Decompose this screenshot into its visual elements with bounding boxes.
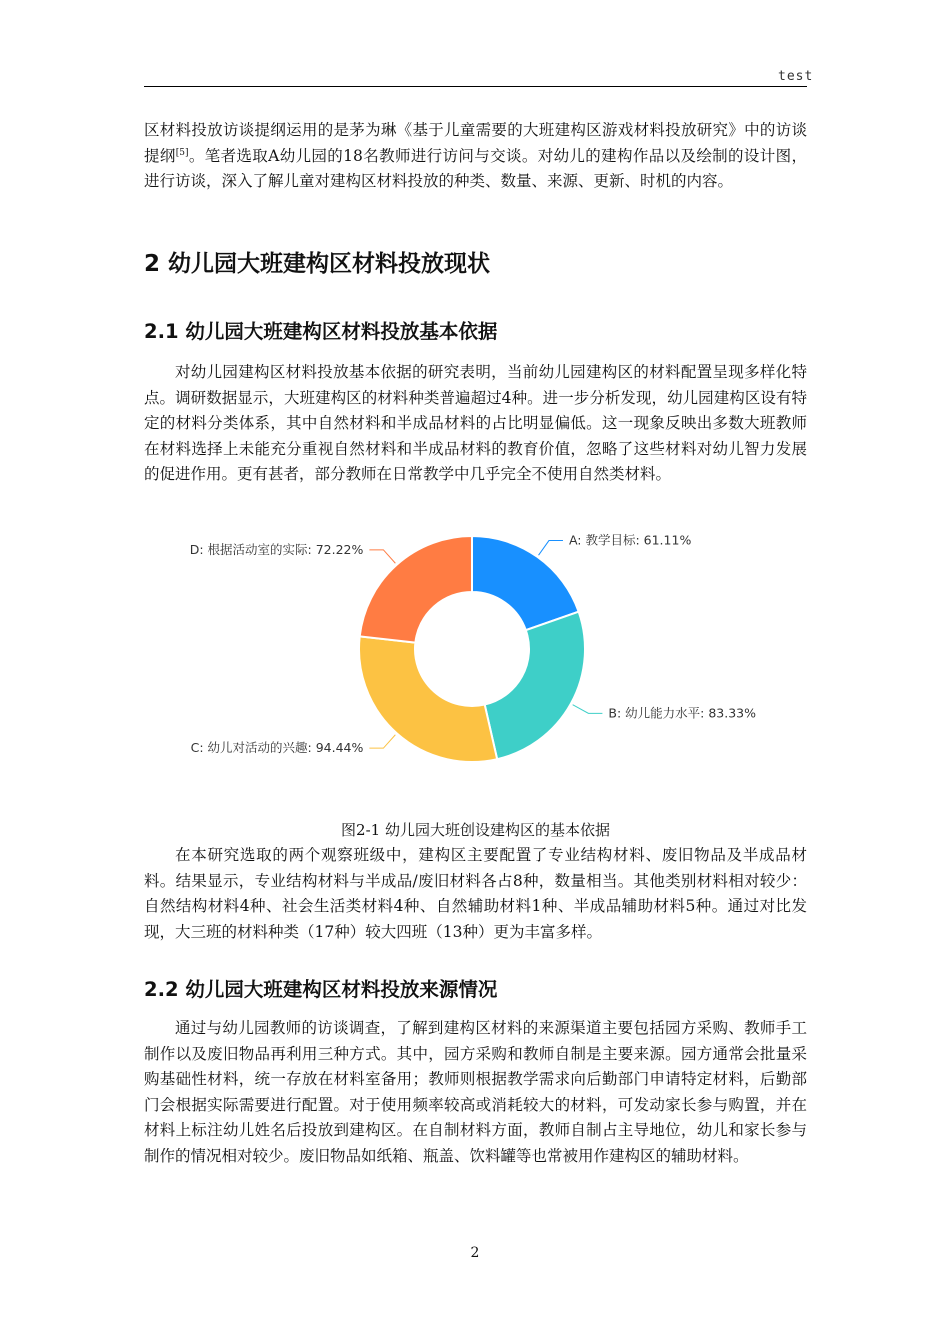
slice-label: A: 教学目标: 61.11% xyxy=(568,532,692,548)
intro-text-cont: 。笔者选取A幼儿园的18名教师进行访问与交谈。对幼儿的建构作品以及绘制的设计图，进行访谈，深入了解儿童对建构区材料投放的种类、数量、来源、更新、时机的内容。 xyxy=(144,146,807,190)
section-2-1-paragraph-1: 对幼儿园建构区材料投放基本依据的研究表明，当前幼儿园建构区的材料配置呈现多样化特点。调研数据显示，大班建构区的材料种类普遍超过4种。进一步分析发现，幼儿园建构区设有特定的材料分类体系，其中自然材料和半成品材料的占比明显偏低。这一现象反映出多数大班教师在材料选择上未能充分重视自然材料和半成品材料的教育价值，忽略了这些材料对幼儿智力发展的促进作用。更有甚者，部分教师在日常教学中几乎完全不使用自然类材料。 xyxy=(144,363,807,483)
intro-paragraph xyxy=(144,118,807,195)
page-number: 2 xyxy=(470,1245,480,1261)
donut-chart xyxy=(144,520,807,810)
slice-label: D: 根据活动室的实际: 72.22% xyxy=(189,541,364,557)
slice-d xyxy=(360,536,472,643)
donut-slices xyxy=(359,536,585,762)
citation-ref: [5] xyxy=(175,147,189,158)
leader-line xyxy=(369,550,395,563)
leader-line xyxy=(369,735,395,748)
section-2-1-title: 2.1 幼儿园大班建构区材料投放基本依据 xyxy=(144,320,498,343)
slice-label: C: 幼儿对活动的兴趣: 94.44% xyxy=(190,740,364,756)
slice-c xyxy=(359,636,497,762)
leader-line xyxy=(539,541,563,556)
section-2-1-paragraph-2: 在本研究选取的两个观察班级中，建构区主要配置了专业结构材料、废旧物品及半成品材料。结果显示，专业结构材料与半成品/废旧材料各占8种，数量相当。其他类别材料相对较少：自然结构材料4种、社会生活类材料4种、自然辅助材料1种、半成品辅助材料5种。通过对比发现，大三班的材料种类（17种）较大四班（13种）更为丰富多样。 xyxy=(144,846,807,941)
running-header: test xyxy=(778,69,814,84)
intro-text: 区材料投放访谈提纲运用的是茅为琳《基于儿童需要的大班建构区游戏材料投放研究》中的访谈提纲 xyxy=(144,121,807,165)
header-rule xyxy=(144,86,807,87)
slice-label: B: 幼儿能力水平: 83.33% xyxy=(608,705,757,721)
section-2-title: 2 幼儿园大班建构区材料投放现状 xyxy=(144,251,491,277)
leader-line xyxy=(573,705,603,714)
section-2-2-paragraph-1: 通过与幼儿园教师的访谈调查，了解到建构区材料的来源渠道主要包括园方采购、教师手工制作以及废旧物品再利用三种方式。其中，园方采购和教师自制是主要来源。园方通常会批量采购基础性材料，统一存放在材料室备用；教师则根据教学需求向后勤部门申请特定材料，后勤部门会根据实际需要进行配置。对于使用频率较高或消耗较大的材料，可发动家长参与购置，并在材料上标注幼儿姓名后投放到建构区。在自制材料方面，教师自制占主导地位，幼儿和家长参与制作的情况相对较少。废旧物品如纸箱、瓶盖、饮料罐等也常被用作建构区的辅助材料。 xyxy=(144,1019,807,1165)
slice-b xyxy=(485,612,585,759)
figure-caption: 图2-1 幼儿园大班创设建构区的基本依据 xyxy=(341,821,610,839)
slice-a xyxy=(472,536,579,630)
section-2-2-title: 2.2 幼儿园大班建构区材料投放来源情况 xyxy=(144,978,498,1001)
